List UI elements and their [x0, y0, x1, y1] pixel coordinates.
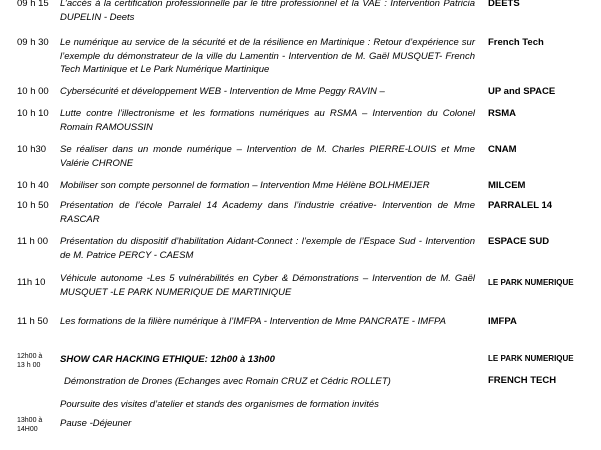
- schedule-organization: UP and SPACE: [488, 86, 556, 97]
- schedule-description: Poursuite des visites d’atelier et stands des organismes de formation invités: [60, 399, 379, 410]
- schedule-organization: DEETS: [488, 0, 520, 9]
- schedule-organization: LE PARK NUMERIQUE: [488, 278, 574, 287]
- schedule-description: Présentation du dispositif d’habilitation Aidant-Connect : l’exemple de l’Espace Sud - Intervention de M. Patrice PERCY - CAESM: [60, 236, 475, 261]
- schedule-organization: PARRALEL 14: [488, 200, 553, 211]
- schedule-organization: IMFPA: [488, 316, 517, 327]
- schedule-organization: CNAM: [488, 144, 517, 155]
- schedule-time: 11 h 00: [17, 236, 48, 247]
- schedule-organization: LE PARK NUMERIQUE: [488, 354, 574, 363]
- schedule-time: 10 h 40: [17, 180, 49, 191]
- schedule-time: 09 h 30: [17, 37, 49, 48]
- schedule-time: 10 h 10: [17, 108, 49, 119]
- schedule-description: Cybersécurité et développement WEB - Intervention de Mme Peggy RAVIN –: [60, 86, 385, 97]
- schedule-time: 10 h30: [17, 144, 47, 155]
- schedule-description: Lutte contre l’illectronisme et les formations numériques au RSMA – Intervention du Colonel Romain RAMOUSSIN: [60, 108, 475, 133]
- schedule-organization: MILCEM: [488, 180, 526, 191]
- schedule-description: Le numérique au service de la sécurité et de la résilience en Martinique : Retour d’expérience sur l’exemple du démonstrateur de la ville du Lamentin - Intervention de M. Gaël MUSQUET- French Tech Martinique et Le Park Numérique Martinique: [60, 37, 475, 76]
- schedule-description: L’accès à la certification professionnelle par le titre professionnel et la VAE : Intervention Patricia DUPELIN - Deets: [60, 0, 475, 23]
- schedule-organization: RSMA: [488, 108, 516, 119]
- schedule-description: Les formations de la filière numérique à l’IMFPA - Intervention de Mme PANCRATE - IMFPA: [60, 316, 446, 327]
- schedule-description: Pause -Déjeuner: [60, 418, 132, 429]
- schedule-organization: French Tech: [488, 37, 544, 48]
- schedule-description: Mobiliser son compte personnel de formation – Intervention Mme Hélène BOLHMEIJER: [60, 180, 430, 191]
- schedule-description: Démonstration de Drones (Echanges avec Romain CRUZ et Cédric ROLLET): [64, 376, 391, 387]
- schedule-time: 12h00 à 13 h 00: [17, 353, 43, 369]
- schedule-description: Se réaliser dans un monde numérique – Intervention de M. Charles PIERRE-LOUIS et Mme Valérie CHRONE: [60, 144, 475, 169]
- schedule-organization: FRENCH TECH: [488, 375, 557, 386]
- schedule-time: 09 h 15: [17, 0, 49, 9]
- schedule-description: Présentation de l’école Parralel 14 Academy dans l’industrie créative- Intervention de Mme RASCAR: [60, 200, 475, 225]
- schedule-time: 13h00 à 14H00: [17, 417, 43, 433]
- schedule-description: SHOW CAR HACKING ETHIQUE: 12h00 à 13h00: [60, 354, 275, 365]
- schedule-time: 10 h 50: [17, 200, 49, 211]
- schedule-time: 11h 10: [17, 277, 46, 288]
- schedule-description: Véhicule autonome -Les 5 vulnérabilités en Cyber & Démonstrations – Intervention de M. Gaël MUSQUET -LE PARK NUMERIQUE DE MARTINIQUE: [60, 273, 475, 298]
- schedule-organization: ESPACE SUD: [488, 236, 550, 247]
- schedule-time: 11 h 50: [17, 316, 48, 327]
- schedule-time: 10 h 00: [17, 86, 49, 97]
